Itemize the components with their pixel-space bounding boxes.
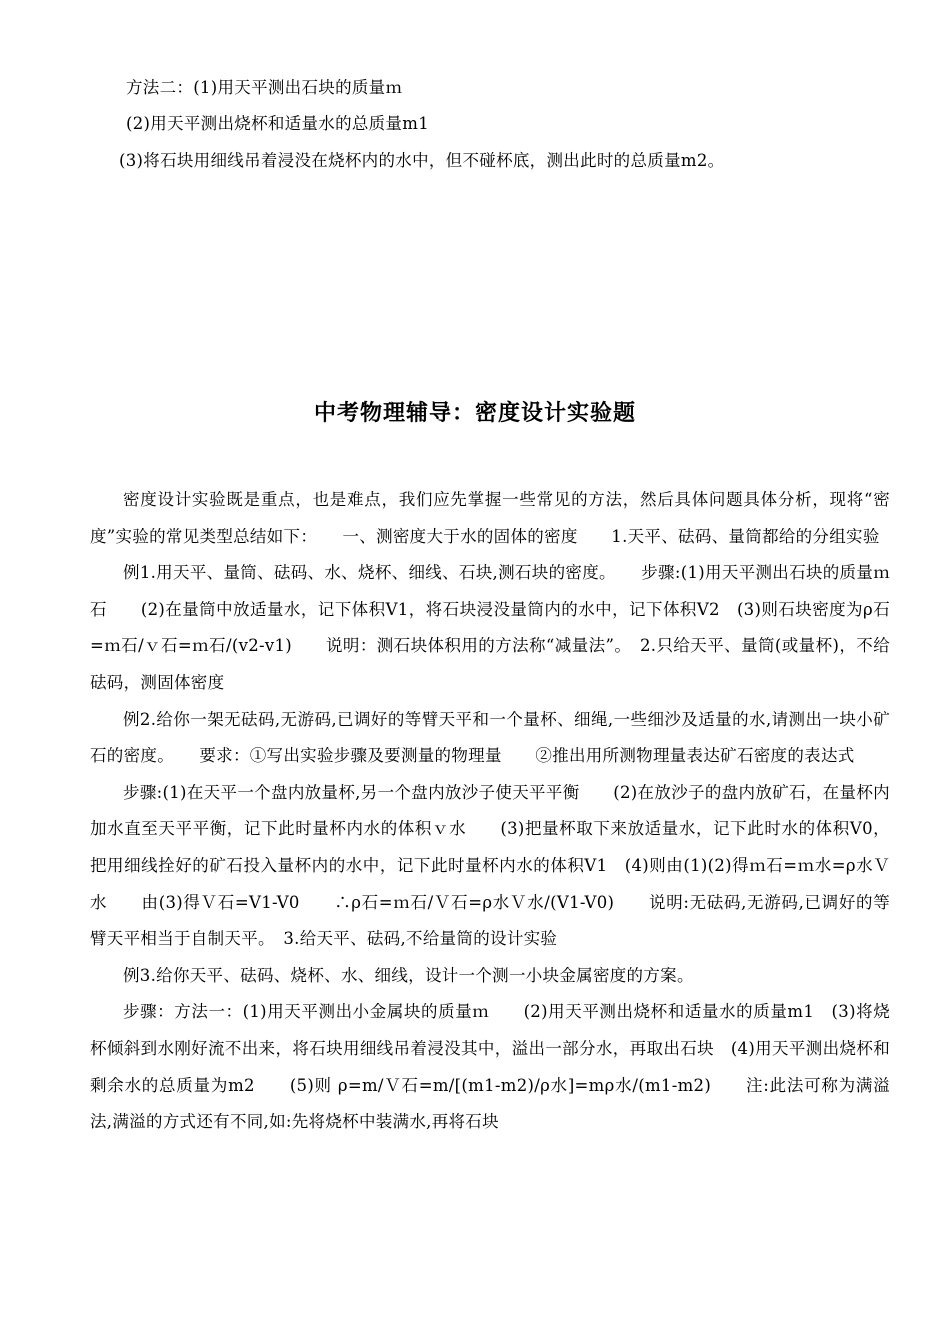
intro-paragraph: 密度设计实验既是重点，也是难点，我们应先掌握一些常见的方法，然后具体问题具体分析，现将“密度”实验的常见类型总结如下： 一、测密度大于水的固体的密度 1.天平、砝码、量筒都给的分组实验 [90, 490, 890, 546]
page-title: 中考物理辅导：密度设计实验题 [313, 401, 636, 426]
method-two-step-2: (2)用天平测出烧杯和适量水的总质量m1 [126, 114, 430, 133]
example-1-paragraph: 例1.用天平、量筒、砝码、水、烧杯、细线、石块,测石块的密度。 步骤:(1)用天平测出石块的质量ｍ石 (2)在量筒中放适量水，记下体积V1，将石块浸没量筒内的水中，记下体积V2 (3)则石块密度为ρ石=ｍ石/ｖ石=ｍ石/(v2-v1) 说明：测石块体积用的方法称“减量法”。 2.只给天平、量筒(或量杯)，不给砝码，测固体密度 [90, 563, 890, 692]
method-two-step-3: (3)将石块用细线吊着浸没在烧杯内的水中，但不碰杯底，测出此时的总质量m2。 [119, 151, 725, 170]
example-3-paragraph: 例3.给你天平、砝码、烧杯、水、细线，设计一个测一小块金属密度的方案。 [123, 965, 694, 985]
example-3-steps-paragraph: 步骤：方法一：(1)用天平测出小金属块的质量ｍ (2)用天平测出烧杯和适量水的质量m1 (3)将烧杯倾斜到水刚好流不出来，将石块用细线吊着浸没其中，溢出一部分水，再取出石块 (4)用天平测出烧杯和剩余水的总质量为m2 (5)则 ρ=m/Ｖ石=m/[(m1-m2)/ρ水]=mρ水/(m1-m2) 注:此法可称为满溢法,满溢的方式还有不同,如:先将烧杯中装满水,再将石块 [90, 1002, 890, 1132]
method-two-step-1: 方法二：(1)用天平测出石块的质量ｍ [126, 78, 403, 97]
example-2-paragraph: 例2.给你一架无砝码,无游码,已调好的等臂天平和一个量杯、细绳,一些细沙及适量的水,请测出一块小矿石的密度。 要求：①写出实验步骤及要测量的物理量 ②推出用所测物理量表达矿石密度的表达式 [90, 709, 890, 766]
article-body [90, 482, 890, 1141]
example-2-steps-paragraph: 步骤:(1)在天平一个盘内放量杯,另一个盘内放沙子使天平平衡 (2)在放沙子的盘内放矿石，在量杯内加水直至天平平衡，记下此时量杯内水的体积ｖ水 (3)把量杯取下来放适量水，记下此时水的体积V0，把用细线拴好的矿石投入量杯内的水中，记下此时量杯内水的体积V1 (4)则由(1)(2)得ｍ石=ｍ水=ρ水Ｖ水 由(3)得Ｖ石=V1-V0 ∴ρ石=ｍ石/Ｖ石=ρ水Ｖ水/(V1-V0) 说明:无砝码,无游码,已调好的等臂天平相当于自制天平。 3.给天平、砝码,不给量筒的设计实验 [90, 782, 890, 949]
